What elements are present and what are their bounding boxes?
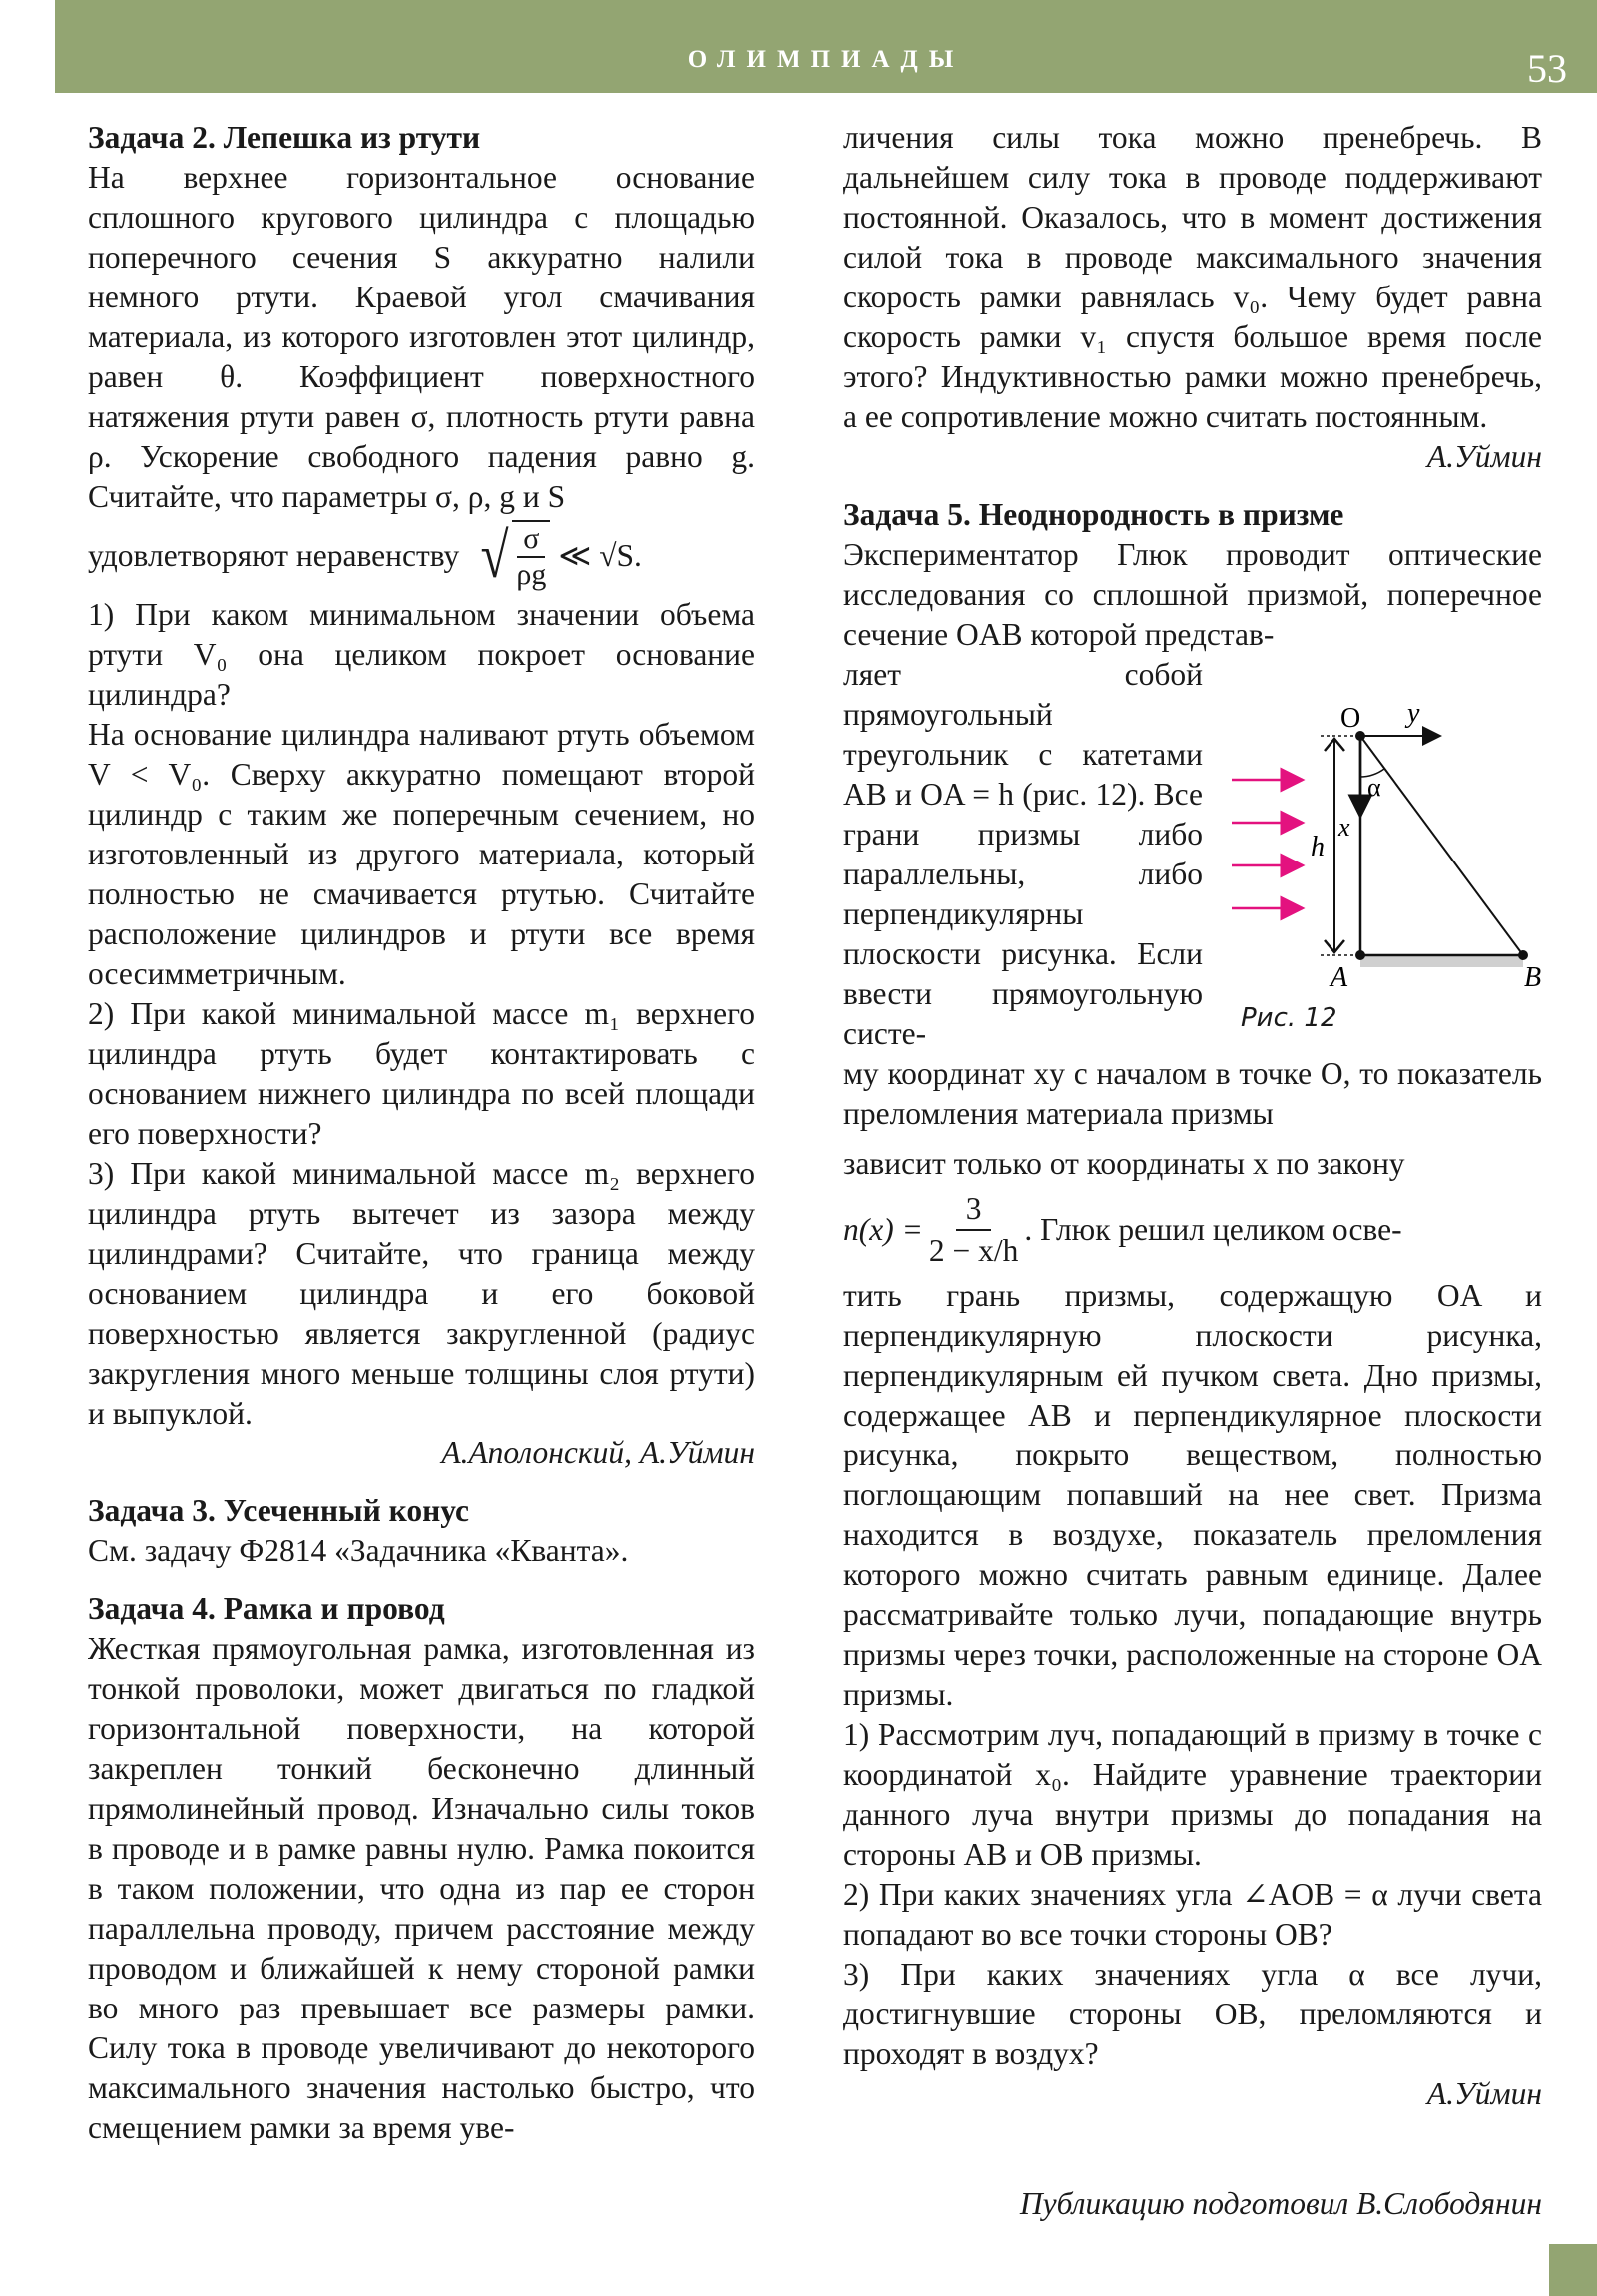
task4-author: А.Уймин — [1426, 439, 1542, 474]
task2-inequality — [88, 517, 755, 595]
figure-caption: Рис. 12 — [1241, 1003, 1337, 1033]
formula-numerator: 3 — [956, 1189, 992, 1231]
refractive-index-formula — [843, 1184, 1542, 1276]
prepared-by: Публикацию подготовил В.Слободянин — [1019, 2186, 1542, 2221]
task5-author: А.Уймин — [1426, 2076, 1542, 2111]
label-alpha: α — [1367, 773, 1381, 802]
task5-body: тить грань призмы, содержащую OA и перпендикулярную плоскости рисунка, перпендикулярным ей пучком света. Дно призмы, содержащее AB и перпендикулярное плоскости рисунка, покрыто веществом, полностью поглощающим попавший на нее свет. Призма находится в воздухе, показатель преломления которого можно считать равным единице. Далее рассматривайте только лучи, попадающие внутрь призмы через точки, расположенные на стороне OA призмы. — [843, 1278, 1542, 1712]
task3-title: Задача 3. Усеченный конус — [88, 1493, 470, 1528]
task5-question-2: 2) При каких значениях угла ∠AOB = α лучи света попадают во все точки стороны OB? — [843, 1877, 1542, 1952]
task2-authors: А.Аполонский, А.Уймин — [441, 1435, 755, 1470]
fraction-numerator: σ — [517, 522, 545, 558]
task5-wrap-text: ляет собой прямоугольный треугольник с катетами AB и OA = h (рис. 12). Все грани призмы либо параллельны, либо перпендикулярны плоскости рисунка. Если ввести прямоугольную систе- — [843, 657, 1203, 1051]
inequality-rhs: ≪ √S. — [558, 538, 642, 573]
section-title: ОЛИМПИАДЫ — [687, 46, 965, 73]
formula-tail: . Глюк решил целиком осве- — [1024, 1212, 1402, 1247]
figure-12 — [1203, 689, 1597, 1048]
task5-title: Задача 5. Неоднородность в призме — [843, 497, 1344, 532]
task2-question-2: 2) При какой минимальной массе m₁ верхнего цилиндра ртуть будет контактировать с основанием нижнего цилиндра по всей площади его поверхности? — [88, 996, 755, 1151]
task4-continued: личения силы тока можно пренебречь. В дальнейшем силу тока в проводе поддерживают постоянной. Оказалось, что в момент достижения силой тока в проводе максимального значения скорость рамки равнялась v₀. Чему будет равна скорость рамки v₁ спустя большое время после этого? Индуктивностью рамки можно пренебречь, а ее сопротивление можно считать постоянным. — [843, 120, 1542, 434]
task2-question-3: 3) При какой минимальной массе m₂ верхнего цилиндра ртуть вытечет из зазора между цилиндрами? Считайте, что граница между основанием цилиндра и его боковой поверхностью является закругленной (радиус закругления много меньше толщины слоя ртути) и выпуклой. — [88, 1156, 755, 1431]
left-column — [88, 118, 755, 2148]
task4-text: Жесткая прямоугольная рамка, изготовленная из тонкой проволоки, может двигаться по гладкой горизонтальной поверхности, на которой закреплен тонкий бесконечно длинный прямолинейный провод. Изначально силы токов в проводе и в рамке равны нулю. Рамка покоится в таком положении, что одна из пар ее сторон параллельна проводу, причем расстояние между проводом и ближайшей к нему стороной рамки во много раз превышает все размеры рамки. Силу тока в проводе увеличивают до некоторого максимального значения настолько быстро, что смещением рамки за время уве- — [88, 1631, 755, 2145]
label-a: A — [1331, 962, 1348, 993]
formula-lhs: n(x) = — [843, 1212, 923, 1247]
task5-question-3: 3) При каких значениях угла α все лучи, достигнувшие стороны OB, преломляются и проходят в воздух? — [843, 1957, 1542, 2071]
corner-decoration — [1549, 2244, 1597, 2296]
task5-question-1: 1) Рассмотрим луч, попадающий в призму в точке с координатой x₀. Найдите уравнение траектории данного луча внутри призмы до попадания на стороны AB и OB призмы. — [843, 1717, 1542, 1872]
task3-text: См. задачу Ф2814 «Задачника «Кванта». — [88, 1533, 629, 1568]
formula-fraction — [929, 1189, 1019, 1271]
right-column — [843, 118, 1542, 2114]
label-o: O — [1340, 703, 1361, 734]
page-number: 53 — [1527, 46, 1567, 91]
radical-sign-icon: √ — [480, 520, 509, 591]
label-h: h — [1311, 832, 1325, 862]
formula-denominator: 2 − x/h — [928, 1233, 1019, 1268]
task2-paragraph-2: На основание цилиндра наливают ртуть объемом V < V₀. Сверху аккуратно помещают второй цилиндр с таким же поперечным сечением, но изготовленный из другого материала, который полностью не смачивается ртутью. Считайте расположение цилиндров и ртути все время осесимметричным. — [88, 717, 755, 991]
inequality-lead: удовлетворяют неравенству — [88, 538, 460, 573]
section-header-band — [55, 0, 1597, 93]
fraction — [512, 520, 550, 592]
fraction-denominator: ρg — [516, 558, 547, 591]
label-b: B — [1524, 962, 1542, 993]
task4-title: Задача 4. Рамка и провод — [88, 1591, 445, 1626]
prism-diagram-icon — [1203, 689, 1597, 1008]
task5-law-lead: зависит только от координаты x по закону — [843, 1146, 1405, 1181]
task2-title: Задача 2. Лепешка из ртути — [88, 120, 481, 155]
task2-paragraph-1: На верхнее горизонтальное основание сплошного кругового цилиндра с площадью поперечного сечения S аккуратно налили немного ртути. Краевой угол смачивания материала, из которого изготовлен этот цилиндр, равен θ. Коэффициент поверхностного натяжения ртути равен σ, плотность ртути равна ρ. Ускорение свободного падения равно g. Считайте, что параметры σ, ρ, g и S — [88, 160, 755, 514]
label-x: x — [1338, 813, 1350, 842]
task2-question-1: 1) При каком минимальном значении объема ртути V₀ она целиком покроет основание цилиндра? — [88, 597, 755, 712]
label-y: y — [1407, 698, 1420, 729]
sqrt-fraction — [477, 520, 642, 592]
task5-intro: Экспериментатор Глюк проводит оптические исследования со сплошной призмой, поперечное сечение OAB которой представ- — [843, 537, 1542, 652]
task5-after-wrap: му координат xy с началом в точке O, то показатель преломления материала призмы — [843, 1056, 1542, 1131]
